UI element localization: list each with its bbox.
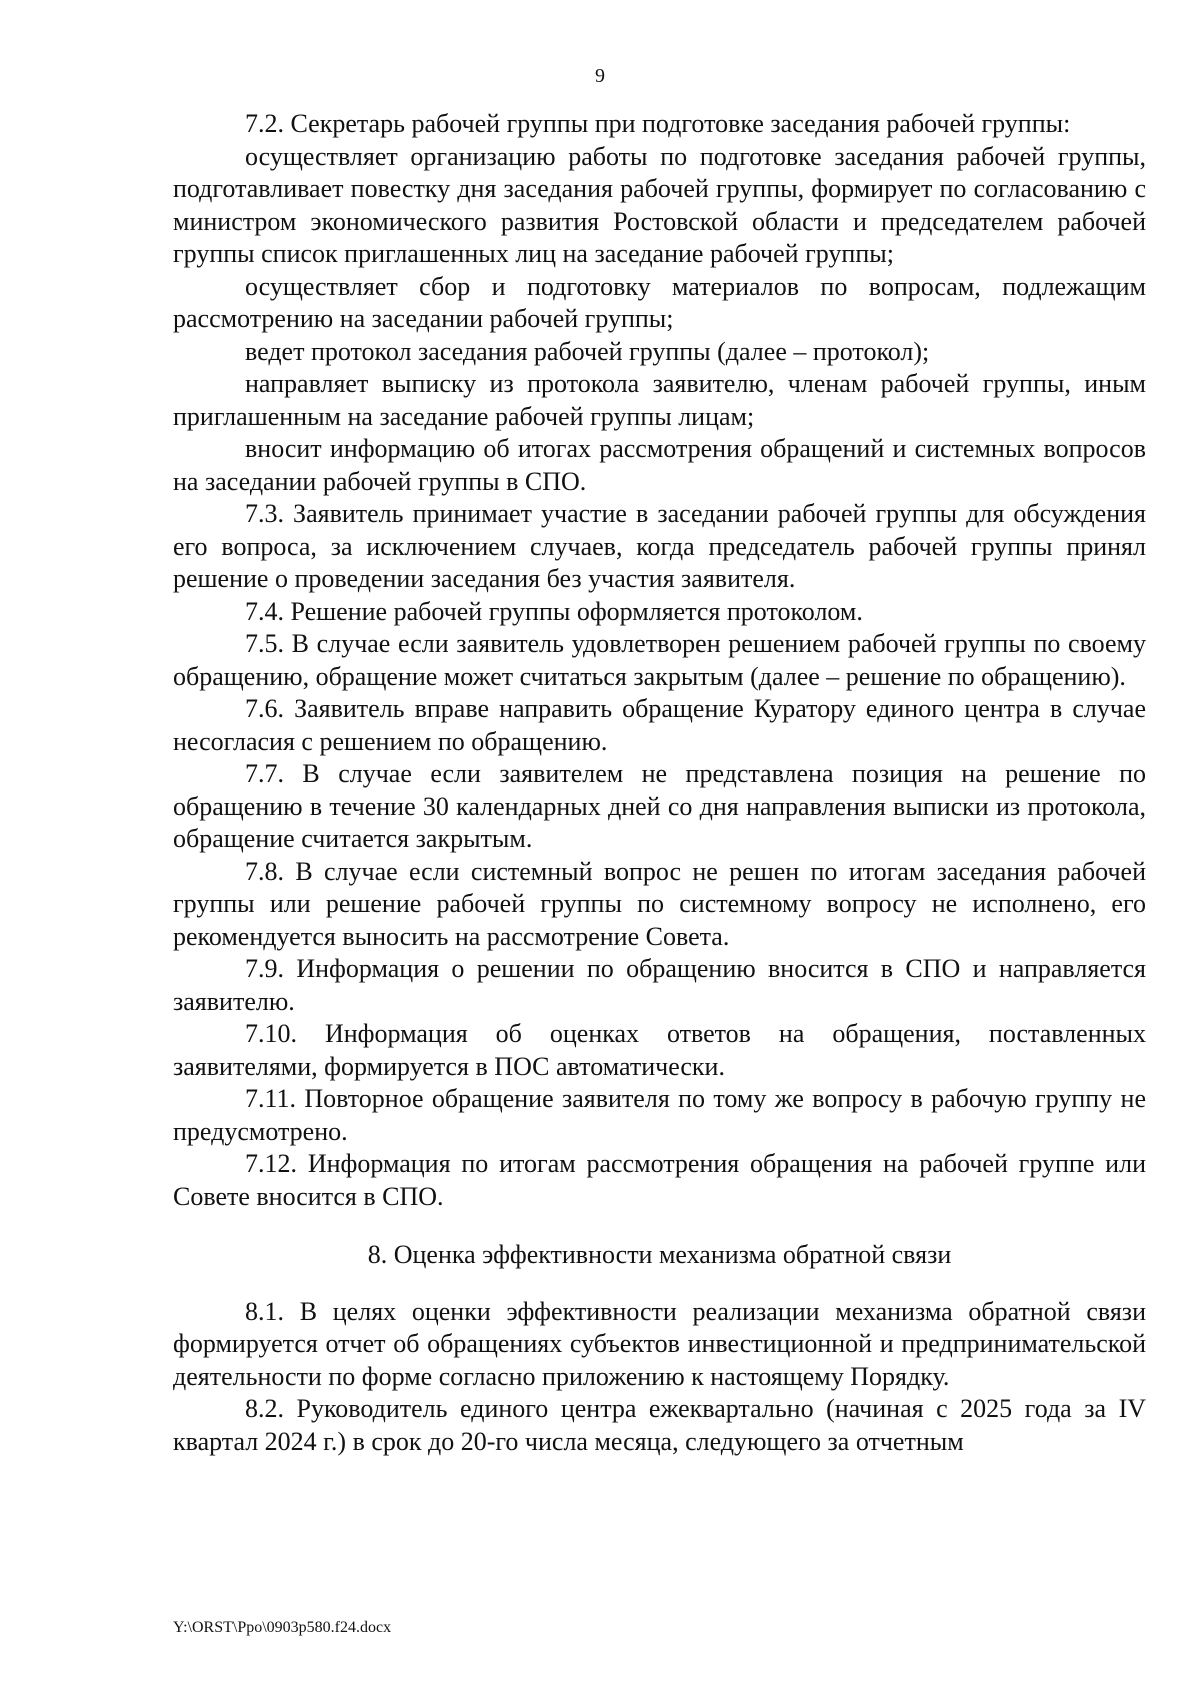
paragraph-7-2: 7.2. Секретарь рабочей группы при подготовке заседания рабочей группы: [245,109,1071,138]
page-number: 9 [595,65,605,87]
paragraph-7-5: 7.5. В случае если заявитель удовлетворен решением рабочей группы по своему обращению, обращение может считаться закрытым (далее – решение по обращению). [173,629,1146,691]
paragraph-7-7: 7.7. В случае если заявителем не представлена позиция на решение по обращению в течение 30 календарных дней со дня направления выписки из протокола, обращение считается закрытым. [173,759,1146,853]
paragraph-7-4: 7.4. Решение рабочей группы оформляется протоколом. [245,596,863,626]
paragraph-8-1: 8.1. В целях оценки эффективности реализации механизма обратной связи формируется отчет об обращениях субъектов инвестиционной и предпринимательской деятельности по форме согласно приложению к настоящему Порядку. [173,1296,1146,1391]
document-body [173,108,1146,1458]
paragraph-7-2-duty-spo: вносит информацию об итогах рассмотрения обращений и системных вопросов на заседании рабочей группы в СПО. [173,434,1146,496]
paragraph-7-10: 7.10. Информация об оценках ответов на обращения, поставленных заявителями, формируется в ПОС автоматически. [173,1019,1146,1081]
footer-file-path: Y:\ORST\Ppo\0903p580.f24.docx [173,1619,392,1636]
paragraph-7-12: 7.12. Информация по итогам рассмотрения обращения на рабочей группе или Совете вносится в СПО. [173,1149,1146,1211]
paragraph-7-2-duty-protocol: ведет протокол заседания рабочей группы (далее – протокол); [245,336,930,366]
paragraph-7-6: 7.6. Заявитель вправе направить обращение Куратору единого центра в случае несогласия с решением по обращению. [173,694,1146,756]
paragraph-7-9: 7.9. Информация о решении по обращению вносится в СПО и направляется заявителю. [173,954,1146,1016]
paragraph-7-8: 7.8. В случае если системный вопрос не решен по итогам заседания рабочей группы или решение рабочей группы по системному вопросу не исполнено, его рекомендуется выносить на рассмотрение Совета. [173,856,1146,951]
paragraph-7-2-duty-materials: осуществляет сбор и подготовку материалов по вопросам, подлежащим рассмотрению на заседании рабочей группы; [173,271,1146,333]
paragraph-7-3: 7.3. Заявитель принимает участие в заседании рабочей группы для обсуждения его вопроса, за исключением случаев, когда председатель рабочей группы принял решение о проведении заседания без участия заявителя. [173,499,1146,593]
paragraph-7-2-duty-extract: направляет выписку из протокола заявителю, членам рабочей группы, иным приглашенным на заседание рабочей группы лицам; [173,369,1146,431]
paragraph-8-2: 8.2. Руководитель единого центра ежеквартально (начиная с 2025 года за IV квартал 2024 г.) в срок до 20-го числа месяца, следующего за отчетным [173,1394,1146,1456]
section-8-heading: 8. Оценка эффективности механизма обратной связи [367,1240,952,1269]
paragraph-7-11: 7.11. Повторное обращение заявителя по тому же вопросу в рабочую группу не предусмотрено. [173,1084,1146,1146]
paragraph-7-2-duty-organization: осуществляет организацию работы по подготовке заседания рабочей группы, подготавливает повестку дня заседания рабочей группы, формирует по согласованию с министром экономического развития Ростовской области и председателем рабочей группы список приглашенных лиц на заседание рабочей группы; [173,141,1146,268]
